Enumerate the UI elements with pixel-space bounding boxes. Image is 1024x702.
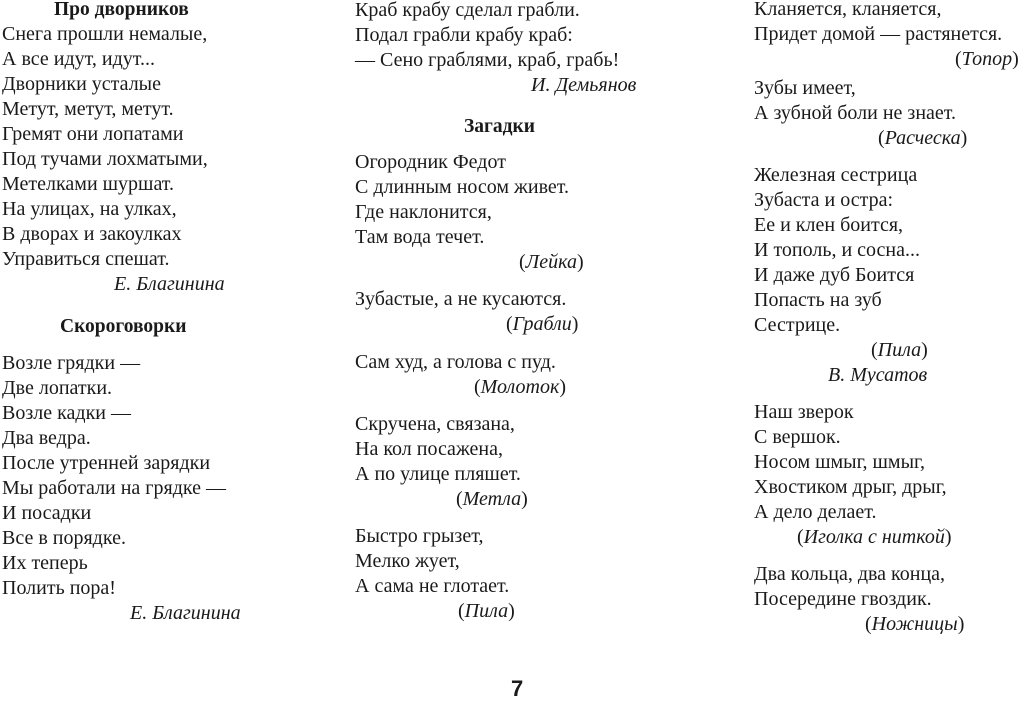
verse-line: На улицах, на улках, xyxy=(2,198,177,220)
verse-line: И посадки xyxy=(2,502,92,524)
riddle-line: А сама не глотает. xyxy=(355,575,510,597)
verse-line: Два ведра. xyxy=(2,427,91,449)
answer-text: Грабли xyxy=(512,313,572,335)
riddle-line: И даже дуб Боится xyxy=(754,264,915,286)
riddle-line: С вершок. xyxy=(754,426,841,448)
verse-line: Краб крабу сделал грабли. xyxy=(355,0,580,21)
verse-line: Под тучами лохматыми, xyxy=(2,148,208,170)
page-number: 7 xyxy=(511,676,524,701)
riddle-line: А зубной боли не знает. xyxy=(754,102,957,124)
riddle-answer: (Расческа) xyxy=(878,127,968,149)
riddle-answer: (Ножницы) xyxy=(865,613,965,635)
riddle-line: Зубаста и остра: xyxy=(754,189,894,211)
verse-line: Гремят они лопатами xyxy=(2,123,184,145)
riddle-line: Там вода течет. xyxy=(355,226,485,248)
answer-text: Ножницы xyxy=(871,613,958,635)
riddle-line: Посередине гвоздик. xyxy=(754,588,932,610)
riddle-answer: (Лейка) xyxy=(519,251,584,273)
riddle-line: Огородник Федот xyxy=(355,151,506,173)
answer-text: Молоток xyxy=(480,376,560,398)
riddle-line: Наш зверок xyxy=(754,401,854,423)
verse-line: Их теперь xyxy=(2,552,88,574)
section-title: Загадки xyxy=(464,116,535,137)
riddle-answer: (Пила) xyxy=(458,600,515,622)
verse-line: Все в порядке. xyxy=(2,527,126,549)
riddle-line: Сам худ, а голова с пуд. xyxy=(355,351,556,373)
author: И. Демьянов xyxy=(531,74,637,96)
verse-line: Возле кадки — xyxy=(2,402,131,424)
verse-line: — Сено граблями, краб, грабь! xyxy=(355,49,620,71)
riddle-line: Сестрице. xyxy=(754,314,841,336)
verse-line: Дворники усталые xyxy=(2,73,161,95)
verse-line: Метут, метут, метут. xyxy=(2,98,174,120)
riddle-line: Мелко жует, xyxy=(355,550,460,572)
riddle-line: Зубастые, а не кусаются. xyxy=(355,288,567,310)
verse-line: Снега прошли немалые, xyxy=(2,23,208,45)
author: Е. Благинина xyxy=(130,602,241,624)
riddle-answer: (Топор) xyxy=(955,48,1019,70)
verse-line: А все идут, идут... xyxy=(2,48,155,70)
answer-text: Топор xyxy=(961,48,1013,70)
verse-line: Возле грядки — xyxy=(2,352,141,374)
riddle-line: Два кольца, два конца, xyxy=(754,563,946,585)
riddle-line: Хвостиком дрыг, дрыг, xyxy=(754,476,947,498)
verse-line: Мы работали на грядке — xyxy=(2,477,226,499)
riddle-line: Быстро грызет, xyxy=(355,525,484,547)
riddle-line: А по улице пляшет. xyxy=(355,463,521,485)
answer-text: Расческа xyxy=(884,127,961,149)
riddle-answer: (Молоток) xyxy=(474,376,566,398)
riddle-line: Ее и клен боится, xyxy=(754,214,904,236)
verse-line: Управиться спешат. xyxy=(2,248,170,270)
author: Е. Благинина xyxy=(114,273,225,295)
verse-line: После утренней зарядки xyxy=(2,452,211,474)
poem-title: Скороговорки xyxy=(60,316,187,337)
riddle-line: Скручена, связана, xyxy=(355,413,515,435)
verse-line: Полить пора! xyxy=(2,577,116,599)
riddle-line: А дело делает. xyxy=(754,501,877,523)
riddle-answer: (Иголка с ниткой) xyxy=(797,526,952,548)
poem-title: Про дворников xyxy=(54,0,189,20)
answer-text: Пила xyxy=(877,339,922,361)
riddle-line: На кол посажена, xyxy=(355,438,503,460)
riddle-line: Железная сестрица xyxy=(754,164,918,186)
riddle-answer: (Пила) xyxy=(871,339,928,361)
answer-text: Лейка xyxy=(525,251,577,273)
answer-text: Пила xyxy=(464,600,509,622)
verse-line: Подал грабли крабу краб: xyxy=(355,24,573,46)
author: В. Мусатов xyxy=(828,364,928,386)
verse-line: Две лопатки. xyxy=(2,377,113,399)
riddle-line: Где наклонится, xyxy=(355,201,492,223)
verse-line: В дворах и закоулках xyxy=(2,223,182,245)
answer-text: Иголка с ниткой xyxy=(803,526,945,548)
riddle-line: Придет домой — растянется. xyxy=(754,23,1003,45)
riddle-line: Зубы имеет, xyxy=(754,77,856,99)
riddle-answer: (Метла) xyxy=(456,488,528,510)
riddle-answer: (Грабли) xyxy=(506,313,579,335)
riddle-line: И тополь, и сосна... xyxy=(754,239,920,261)
riddle-line: С длинным носом живет. xyxy=(355,176,570,198)
verse-line: Метелками шуршат. xyxy=(2,173,175,195)
riddle-line: Носом шмыг, шмыг, xyxy=(754,451,925,473)
riddle-line: Кланяется, кланяется, xyxy=(754,0,942,20)
answer-text: Метла xyxy=(462,488,522,510)
riddle-line: Попасть на зуб xyxy=(754,289,882,311)
